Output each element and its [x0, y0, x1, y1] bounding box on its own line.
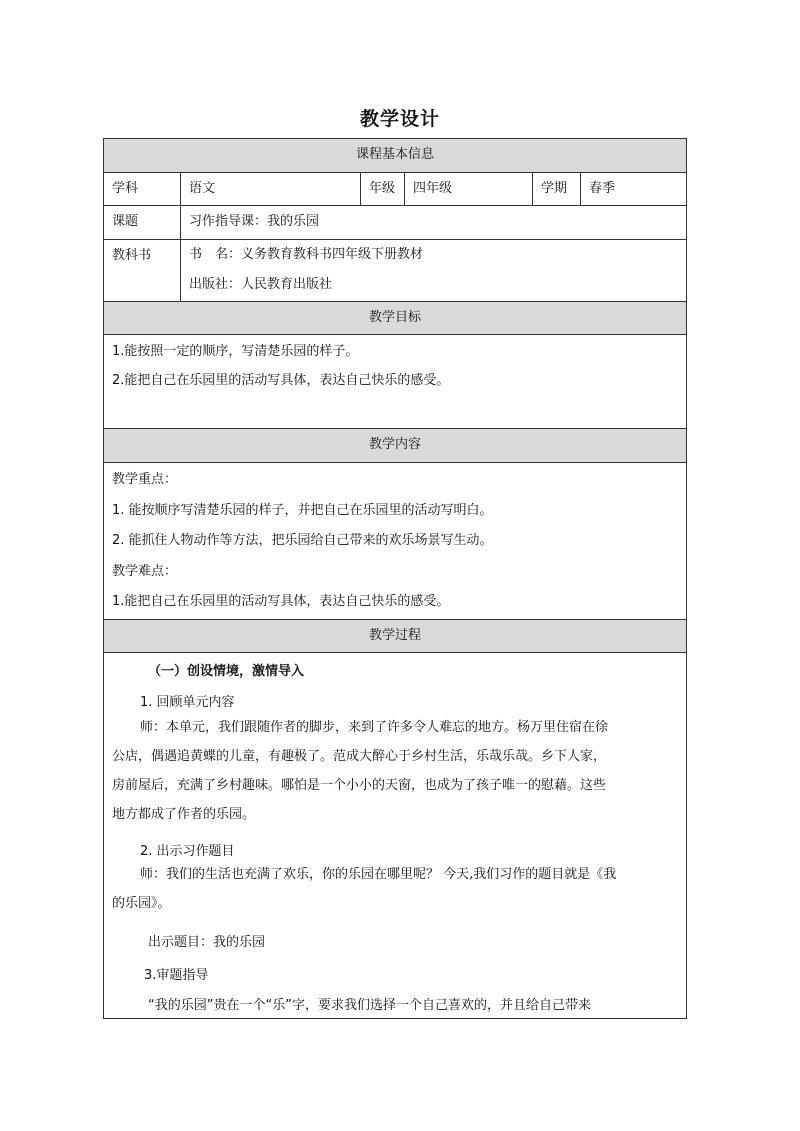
paragraph-line: 的乐园》。: [112, 896, 171, 911]
process-subheading: 2. 出示习作题目: [140, 844, 235, 859]
key-point-item: 2. 能抓住人物动作等方法，把乐园给自己带来的欢乐场景写生动。: [112, 533, 493, 548]
section-header-content: 教学内容: [104, 428, 686, 462]
process-step-title: （一）创设情境，激情导入: [148, 664, 305, 679]
textbook-publisher: 出版社：人民教育出版社: [189, 277, 333, 292]
content-list: [112, 465, 678, 618]
objective-item: 2.能把自己在乐园里的活动写具体，表达自己快乐的感受。: [112, 373, 450, 388]
textbook-row: [104, 239, 686, 301]
term-label: 学期: [532, 173, 580, 205]
process-paragraph: [112, 713, 678, 829]
topic-row: [104, 205, 686, 239]
objectives-body: [104, 334, 686, 428]
subject-row: [104, 172, 686, 205]
grade-label: 年级: [360, 173, 404, 205]
process-paragraph: [112, 860, 678, 918]
content-body: [104, 462, 686, 619]
section-header-process: 教学过程: [104, 619, 686, 652]
key-points-label: 教学重点：: [112, 472, 178, 487]
section-header-basic-info: 课程基本信息: [104, 138, 686, 172]
process-subheading: 3.审题指导: [144, 968, 209, 983]
paragraph-line: 地方都成了作者的乐园。: [112, 807, 256, 822]
textbook-label: 教科书: [112, 248, 152, 263]
topic-label: 课题: [112, 214, 139, 229]
document-title: 教学设计: [359, 108, 440, 130]
objectives-list: [112, 337, 678, 395]
textbook-name: 书 名：义务教育教科书四年级下册教材: [189, 247, 424, 262]
objective-item: 1.能按照一定的顺序，写清楚乐园的样子。: [112, 344, 359, 359]
grade-value: 四年级: [404, 173, 532, 205]
paragraph-line: 公店，偶遇追黄蝶的儿童，有趣极了。范成大醉心于乡村生活，乐哉乐哉。乡下人家，: [112, 749, 607, 764]
paragraph-line: 师：我们的生活也充满了欢乐，你的乐园在哪里呢？ 今天,我们习作的题目就是《我: [140, 867, 617, 882]
difficulty-label: 教学难点：: [112, 563, 178, 579]
subject-value: 语文: [180, 173, 360, 205]
process-subheading: 1. 回顾单元内容: [140, 695, 235, 710]
subject-label: 学科: [112, 181, 139, 196]
term-value: 春季: [580, 173, 686, 205]
process-paragraph: [112, 991, 678, 1020]
paragraph-line: 师：本单元，我们跟随作者的脚步，来到了许多令人难忘的地方。杨万里住宿在徐: [140, 720, 609, 735]
process-show-title: 出示题目：我的乐园: [148, 935, 266, 950]
key-point-item: 1. 能按顺序写清楚乐园的样子，并把自己在乐园里的活动写明白。: [112, 502, 493, 518]
lesson-plan-table: [103, 138, 687, 1019]
difficulty-item: 1.能把自己在乐园里的活动写具体，表达自己快乐的感受。: [112, 594, 450, 609]
paragraph-line: 房前屋后，充满了乡村趣味。哪怕是一个小小的天窗，也成为了孩子唯一的慰藉。这些: [112, 778, 607, 793]
topic-value: 习作指导课：我的乐园: [180, 206, 686, 239]
section-header-objectives: 教学目标: [104, 301, 686, 334]
process-body: [104, 652, 686, 1018]
textbook-value: [180, 240, 686, 301]
paragraph-line: “我的乐园”贵在一个“乐”字，要求我们选择一个自己喜欢的，并且给自己带来: [148, 998, 591, 1013]
